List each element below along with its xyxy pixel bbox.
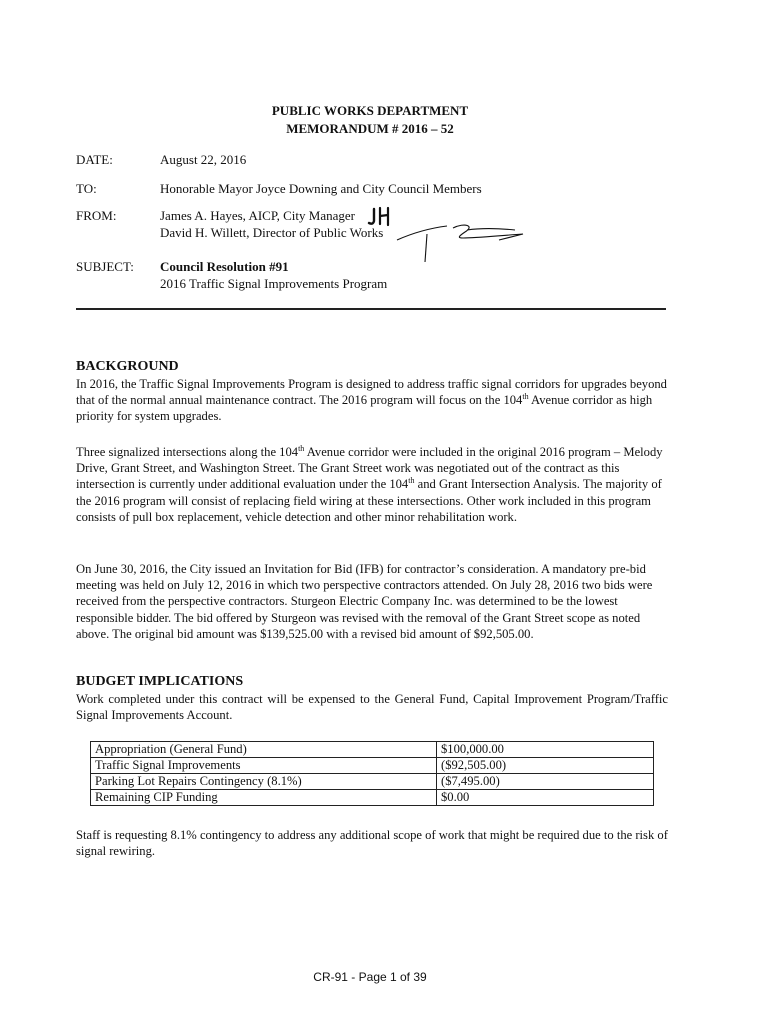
date-value: August 22, 2016 (160, 152, 247, 167)
budget-item: Appropriation (General Fund) (91, 742, 437, 758)
from-line-2: David H. Willett, Director of Public Works (160, 225, 384, 240)
director-signature (395, 218, 525, 264)
budget-amount: ($7,495.00) (437, 774, 654, 790)
to-label: TO: (76, 181, 97, 196)
header-divider (76, 308, 666, 310)
budget-item: Traffic Signal Improvements (91, 758, 437, 774)
table-row (91, 774, 654, 790)
background-paragraph-3: On June 30, 2016, the City issued an Invitation for Bid (IFB) for contractor’s consideration. A mandatory pre-bid meeting was held on July 12, 2016 in which two perspective contractors attended. On July 28, 2016 two bids were received from the perspective contractors. Sturgeon Electric Company Inc. was determined to be the lowest responsible bidder. The bid offered by Sturgeon was revised with the removal of the Grant Street scope as noted above. The original bid amount was $139,525.00 with a revised bid amount of $92,505.00. (76, 562, 653, 641)
to-value: Honorable Mayor Joyce Downing and City Council Members (160, 181, 482, 196)
contingency-note: Staff is requesting 8.1% contingency to address any additional scope of work that might be required due to the risk of signal rewiring. (76, 828, 668, 859)
page-footer: CR-91 - Page 1 of 39 (313, 970, 427, 984)
budget-amount: ($92,505.00) (437, 758, 654, 774)
initials-signature (367, 206, 393, 228)
from-line-1: James A. Hayes, AICP, City Manager (160, 208, 355, 223)
budget-amount: $0.00 (437, 790, 654, 806)
background-heading: BACKGROUND (76, 359, 179, 374)
date-label: DATE: (76, 152, 113, 167)
from-label: FROM: (76, 208, 117, 223)
table-row (91, 742, 654, 758)
department-heading: PUBLIC WORKS DEPARTMENT (271, 103, 469, 118)
subject-title: Council Resolution #91 (160, 259, 289, 274)
memo-number: MEMORANDUM # 2016 – 52 (286, 121, 454, 136)
budget-item: Remaining CIP Funding (91, 790, 437, 806)
budget-table (90, 741, 654, 806)
budget-heading: BUDGET IMPLICATIONS (76, 674, 244, 689)
budget-intro: Work completed under this contract will be expensed to the General Fund, Capital Improvement Program/Traffic Signal Improvements Account. (76, 692, 668, 723)
subject-subtitle: 2016 Traffic Signal Improvements Program (160, 276, 388, 291)
budget-amount: $100,000.00 (437, 742, 654, 758)
budget-item: Parking Lot Repairs Contingency (8.1%) (91, 774, 437, 790)
background-paragraph-2: Three signalized intersections along the 104th Avenue corridor were included in the original 2016 program – Melody Drive, Grant Street, and Washington Street. The Grant Street work was negotiated out of the contract as this intersection is currently under additional evaluation under the 104th and Grant Intersection Analysis. The majority of the 2016 program will consist of replacing field wiring at these intersections. Other work included in this program consists of pull box replacement, vehicle detection and other minor rehabilitation work. (76, 443, 663, 524)
table-row (91, 758, 654, 774)
background-paragraph-1: In 2016, the Traffic Signal Improvements Program is designed to address traffic signal corridors for upgrades beyond that of the normal annual maintenance contract. The 2016 program will focus on the 104th Avenue corridor as high priority for system upgrades. (76, 377, 667, 424)
table-row (91, 790, 654, 806)
subject-label: SUBJECT: (76, 259, 134, 274)
